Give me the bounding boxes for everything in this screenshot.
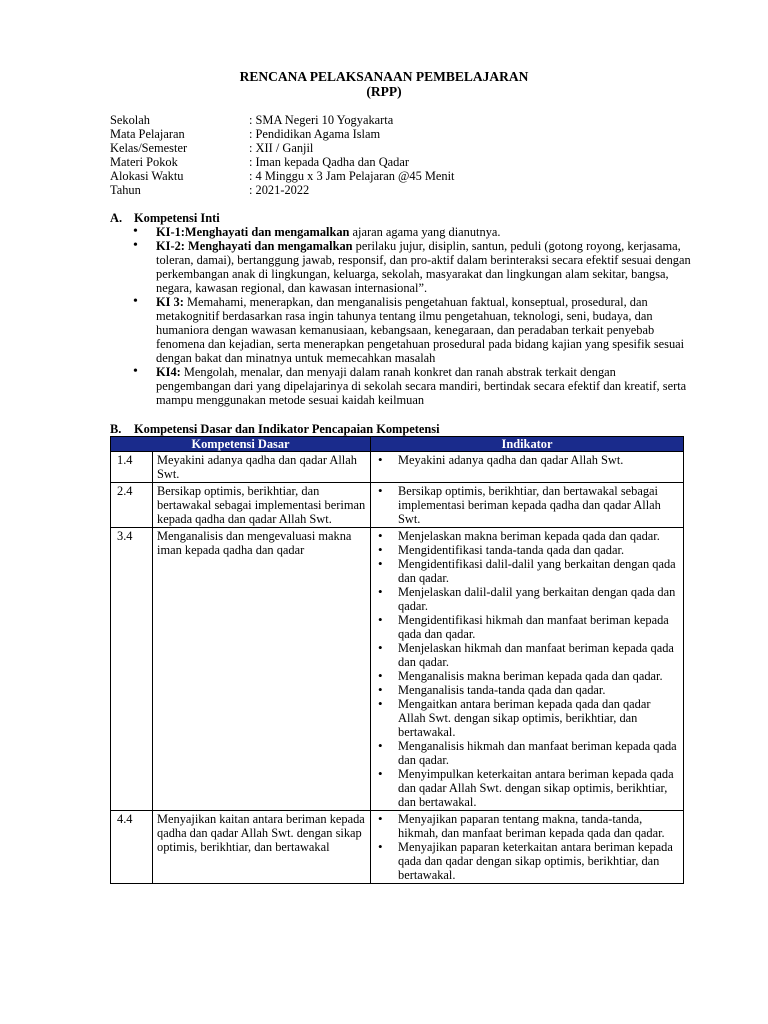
section-kompetensi-inti — [110, 211, 710, 407]
kd-code: 3.4 — [111, 528, 153, 811]
indikator-list — [375, 453, 679, 467]
info-row-tahun — [110, 183, 455, 197]
section-a-title: Kompetensi Inti — [134, 211, 220, 225]
info-row-alokasi — [110, 169, 455, 183]
kd-text: Menyajikan kaitan antara beriman kepada qadha dan qadar Allah Swt. dengan sikap optimis, berikhtiar, dan bertawakal — [153, 811, 371, 884]
section-b-title: Kompetensi Dasar dan Indikator Pencapaian Kompetensi — [134, 422, 440, 436]
ki-text: perilaku jujur, disiplin, santun, peduli (gotong royong, kerjasama, toleran, damai), bertanggung jawab, responsif, dan pro-aktif dalam berinteraksi secara efektif sesuai dengan perkembangan anak di lingkungan, keluarga, sekolah, masyarakat dan lingkungan alam sekitar, bangsa, negara, kawasan regional, dan kawasan internasional”. — [156, 239, 691, 295]
info-label: Mata Pelajaran — [110, 127, 185, 141]
indikator-cell — [371, 452, 684, 483]
info-label: Kelas/Semester — [110, 141, 188, 155]
info-value: : XII / Ganjil — [249, 141, 314, 155]
ki-text: Mengolah, menalar, dan menyaji dalam ranah konkret dan ranah abstrak terkait dengan pengembangan dari yang dipelajarinya di sekolah secara mandiri, bertindak secara efektif dan kreatif, serta mampu menggunakan metode sesuai kaidah keilmuan — [156, 365, 687, 407]
indikator-item: • Mengidentifikasi dalil-dalil yang berkaitan dengan qada dan qadar. — [375, 557, 679, 585]
indikator-item: • Menganalisis makna beriman kepada qada dan qadar. — [375, 669, 679, 683]
section-b-number: B. — [110, 422, 122, 436]
indikator-item: • Mengaitkan antara beriman kepada qada dan qadar Allah Swt. dengan sikap optimis, berikhtiar, dan bertawakal. — [375, 697, 679, 739]
info-value: : 2021-2022 — [249, 183, 310, 197]
kd-text: Bersikap optimis, berikhtiar, dan bertawakal sebagai implementasi beriman kepada qadha dan qadar Allah Swt. — [153, 483, 371, 528]
ki-item — [110, 365, 692, 407]
title-line-2: (RPP) — [366, 84, 402, 99]
info-row-sekolah — [110, 113, 455, 127]
indikator-item: • Menyajikan paparan keterkaitan antara beriman kepada qada dan qadar dengan sikap optimis, berikhtiar, dan bertawakal. — [375, 840, 679, 882]
ki-item — [110, 295, 692, 365]
indikator-item: • Menyajikan paparan tentang makna, tanda-tanda, hikmah, dan manfaat beriman kepada qada dan qadar. — [375, 812, 679, 840]
kd-code: 2.4 — [111, 483, 153, 528]
indikator-item: • Menganalisis hikmah dan manfaat beriman kepada qada dan qadar. — [375, 739, 679, 767]
kd-code: 4.4 — [111, 811, 153, 884]
info-row-kelas — [110, 141, 455, 155]
indikator-item: • Menjelaskan dalil-dalil yang berkaitan dengan qada dan qadar. — [375, 585, 679, 613]
ki-text: ajaran agama yang dianutnya. — [349, 225, 501, 239]
indikator-item: • Menyimpulkan keterkaitan antara beriman kepada qada dan qadar Allah Swt. dengan sikap optimis, berikhtiar, dan bertawakal. — [375, 767, 679, 809]
header-kompetensi-dasar: Kompetensi Dasar — [111, 437, 371, 452]
indikator-list — [375, 812, 679, 882]
ki-lead: KI-2: Menghayati dan mengamalkan — [156, 239, 353, 253]
info-row-mapel — [110, 127, 455, 141]
kd-text: Menganalisis dan mengevaluasi makna iman kepada qadha dan qadar — [153, 528, 371, 811]
indikator-item: • Bersikap optimis, berikhtiar, dan bertawakal sebagai implementasi beriman kepada qadha dan qadar Allah Swt. — [375, 484, 679, 526]
info-row-materi — [110, 155, 455, 169]
ki-item — [110, 239, 692, 295]
kd-indikator-table — [110, 436, 684, 884]
identity-block — [110, 113, 455, 197]
section-a-number: A. — [110, 211, 123, 225]
kd-code: 1.4 — [111, 452, 153, 483]
table-row — [111, 452, 684, 483]
info-value: : Pendidikan Agama Islam — [249, 127, 381, 141]
indikator-item: • Menganalisis tanda-tanda qada dan qadar. — [375, 683, 679, 697]
ki-lead: KI 3: — [156, 295, 184, 309]
indikator-cell — [371, 811, 684, 884]
indikator-list — [375, 484, 679, 526]
title-line-1: RENCANA PELAKSANAAN PEMBELAJARAN — [239, 69, 529, 84]
ki-lead: KI4: — [156, 365, 181, 379]
section-b-heading — [110, 422, 440, 436]
table-header-row — [111, 437, 684, 452]
info-label: Alokasi Waktu — [110, 169, 184, 183]
section-a-heading — [110, 211, 710, 225]
indikator-item: • Mengidentifikasi tanda-tanda qada dan qadar. — [375, 543, 679, 557]
info-value: : 4 Minggu x 3 Jam Pelajaran @45 Menit — [249, 169, 455, 183]
indikator-item: • Mengidentifikasi hikmah dan manfaat beriman kepada qada dan qadar. — [375, 613, 679, 641]
indikator-item: • Meyakini adanya qadha dan qadar Allah Swt. — [375, 453, 679, 467]
ki-item — [110, 225, 692, 239]
indikator-item: • Menjelaskan makna beriman kepada qada dan qadar. — [375, 529, 679, 543]
table-row — [111, 811, 684, 884]
document-title — [0, 69, 768, 99]
info-value: : Iman kepada Qadha dan Qadar — [249, 155, 409, 169]
indikator-item: • Menjelaskan hikmah dan manfaat beriman kepada qada dan qadar. — [375, 641, 679, 669]
ki-lead: KI-1:Menghayati dan mengamalkan — [156, 225, 350, 239]
kd-text: Meyakini adanya qadha dan qadar Allah Swt. — [153, 452, 371, 483]
section-kompetensi-dasar — [110, 422, 440, 436]
indikator-list — [375, 529, 679, 809]
ki-list — [110, 225, 710, 407]
info-label: Sekolah — [110, 113, 150, 127]
indikator-cell — [371, 483, 684, 528]
info-value: : SMA Negeri 10 Yogyakarta — [249, 113, 394, 127]
table-row — [111, 528, 684, 811]
ki-text: Memahami, menerapkan, dan menganalisis pengetahuan faktual, konseptual, prosedural, dan metakognitif berdasarkan rasa ingin tahunya tentang ilmu pengetahuan, teknologi, seni, budaya, dan humaniora dengan wawasan kemanusiaan, kebangsaan, kenegaraan, dan peradaban terkait penyebab fenomena dan kejadian, serta menerapkan pengetahuan prosedural pada bidang kajian yang spesifik sesuai dengan bakat dan minatnya untuk memecahkan masalah — [156, 295, 685, 365]
header-indikator: Indikator — [371, 437, 684, 452]
info-label: Tahun — [110, 183, 141, 197]
table-row — [111, 483, 684, 528]
indikator-cell — [371, 528, 684, 811]
info-label: Materi Pokok — [110, 155, 178, 169]
